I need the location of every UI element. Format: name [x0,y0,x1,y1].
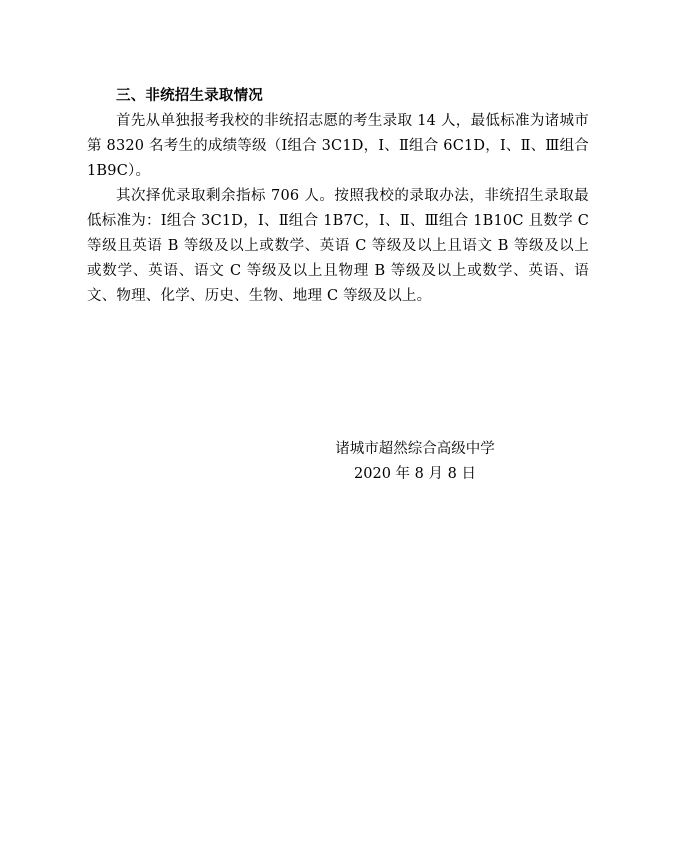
paragraph-direct-admission: 首先从单独报考我校的非统招志愿的考生录取 14 人，最低标准为诸城市第 8320 名考生的成绩等级（Ⅰ组合 3C1D，Ⅰ、Ⅱ组合 6C1D，Ⅰ、Ⅱ、Ⅲ组合 1B9C）。 [87,113,589,179]
signature-organization: 诸城市超然综合高级中学 [335,441,495,457]
document-body [87,84,589,309]
signature-date: 2020 年 8 月 8 日 [354,466,476,482]
signature-block [305,437,525,487]
section-heading: 三、非统招生录取情况 [116,88,263,104]
paragraph-merit-admission: 其次择优录取剩余指标 706 人。按照我校的录取办法，非统招生录取最低标准为：Ⅰ组合 3C1D，Ⅰ、Ⅱ组合 1B7C，Ⅰ、Ⅱ、Ⅲ组合 1B10C 且数学 C 等级且英语 B 等级及以上或数学、英语 C 等级及以上且语文 B 等级及以上或数学、英语、语文 C 等级及以上且物理 B 等级及以上或数学、英语、语文、物理、化学、历史、生物、地理 C 等级及以上。 [87,188,589,304]
